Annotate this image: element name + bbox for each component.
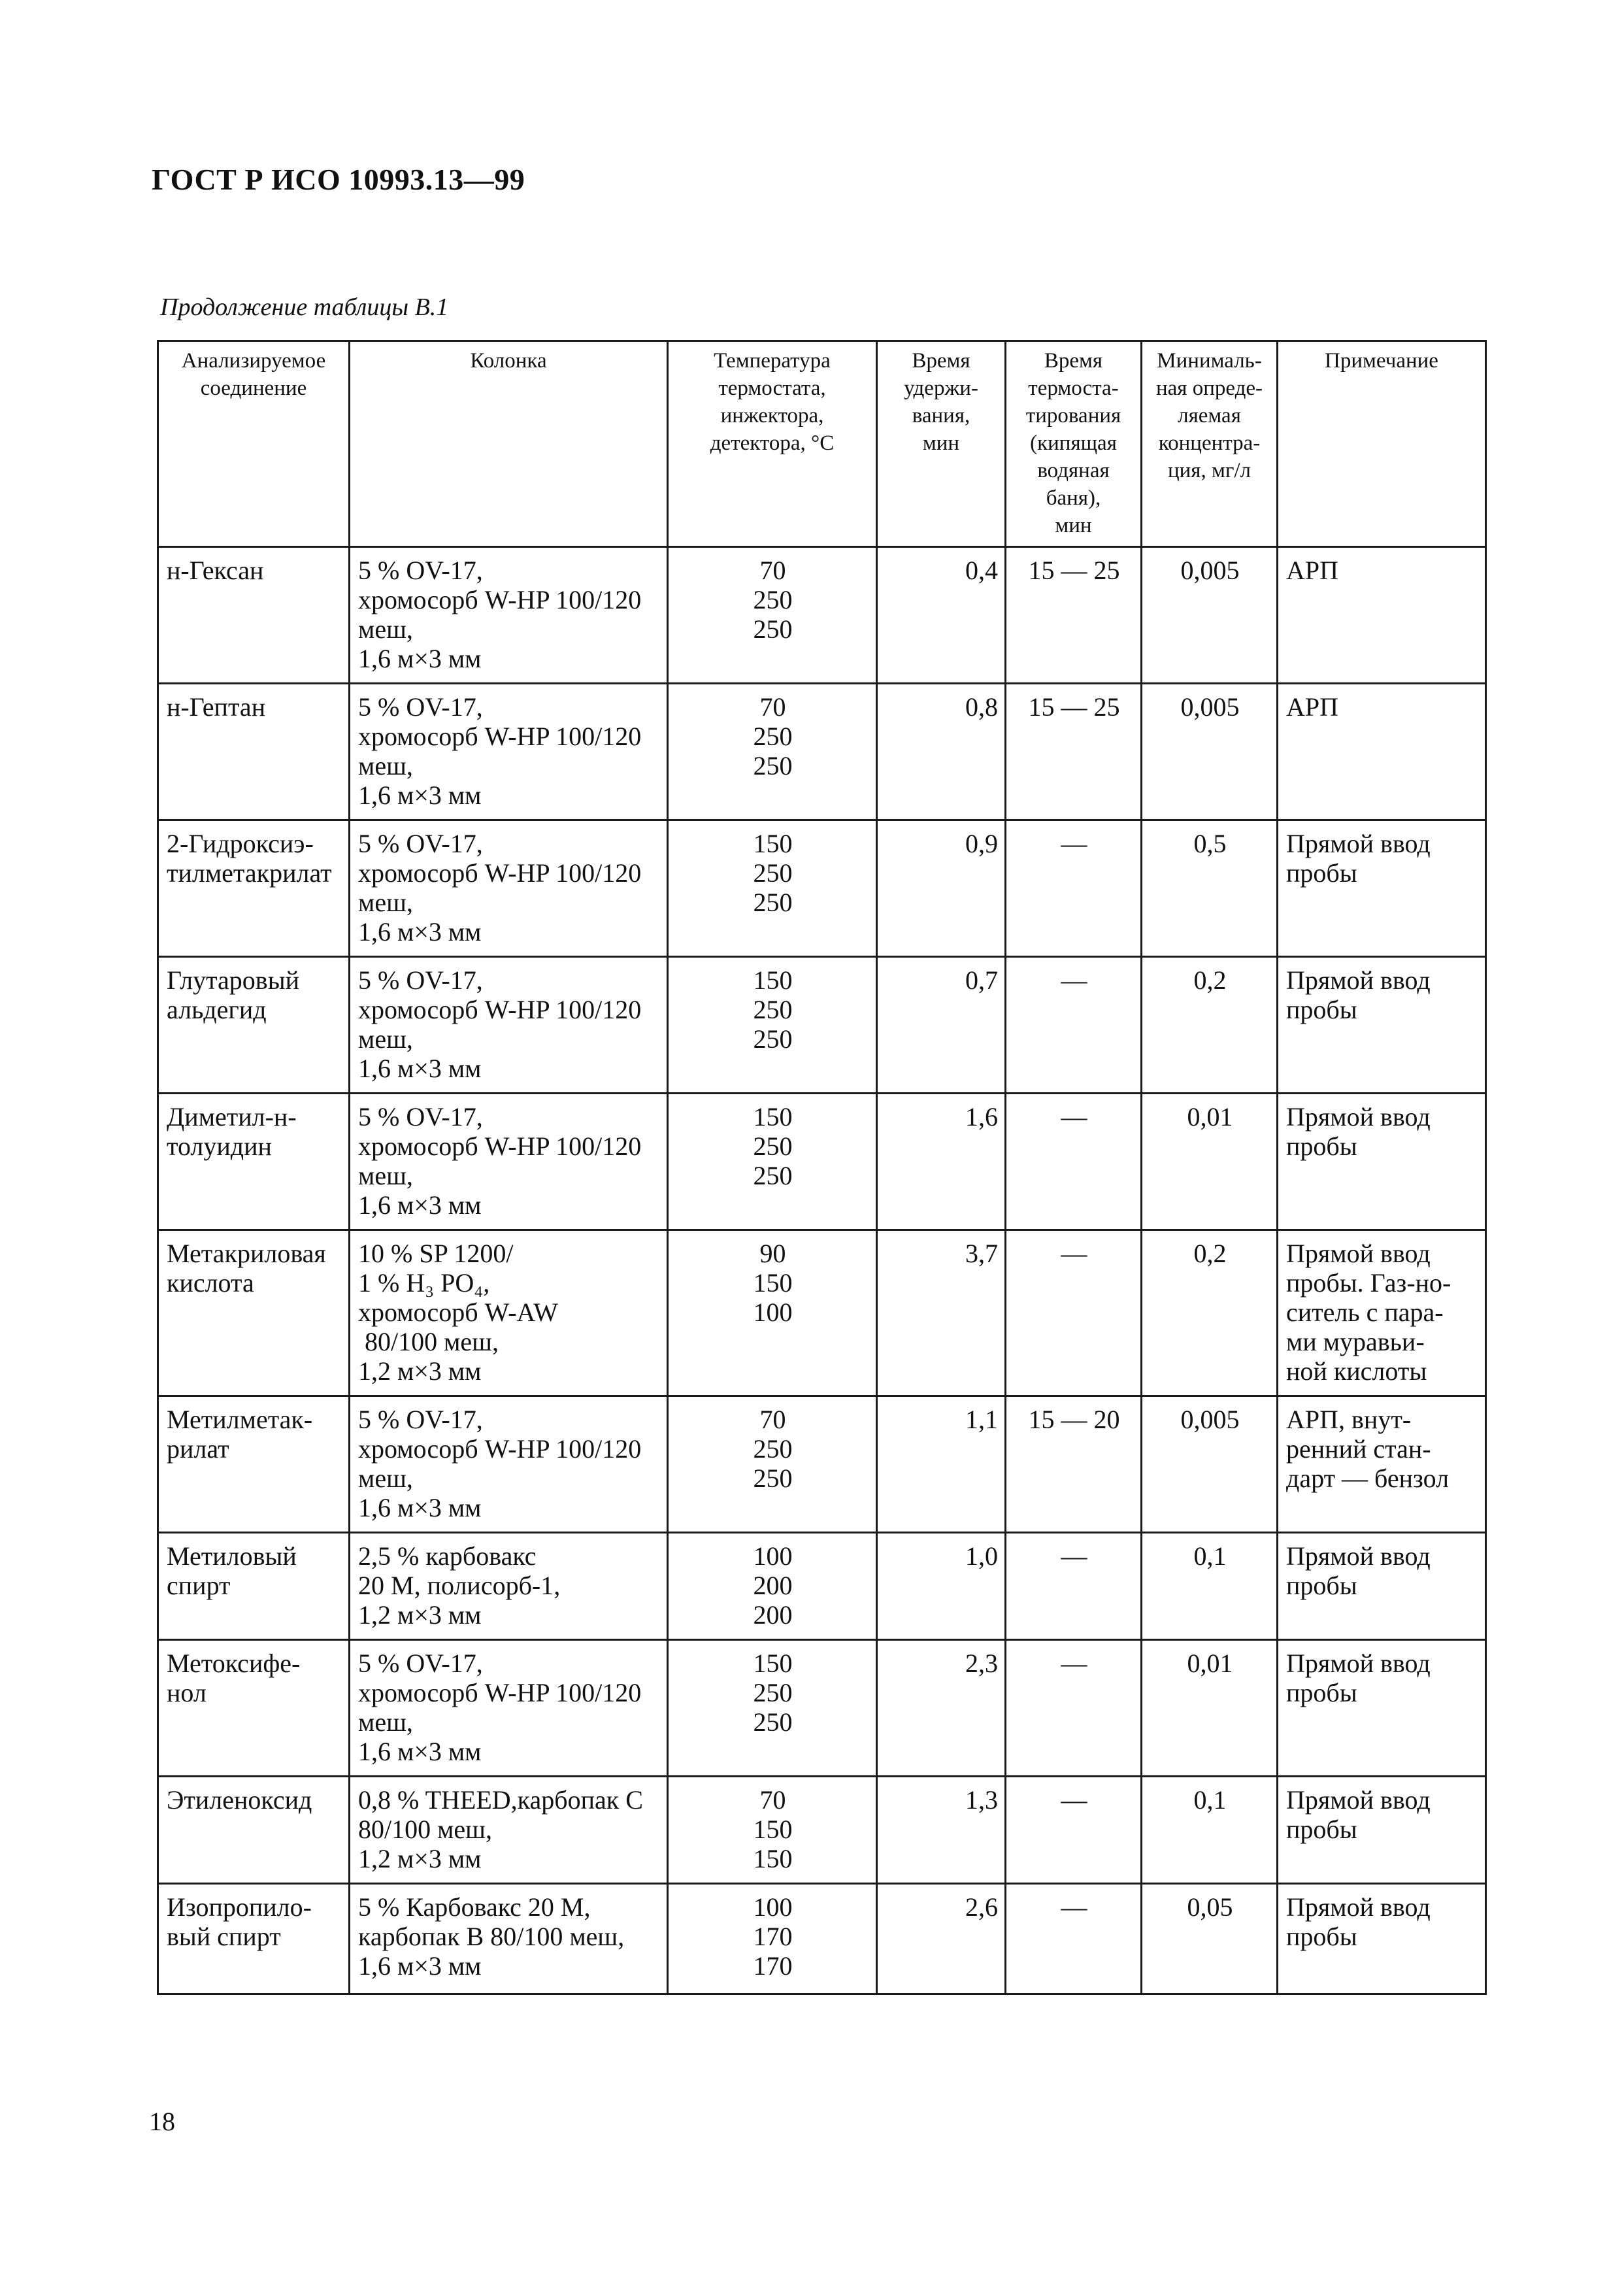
cell-line: пробы — [1286, 1815, 1357, 1844]
cell-column — [350, 1533, 668, 1640]
cell-min-concentration: 0,1 — [1142, 1533, 1278, 1640]
cell-line: пробы. Газ-но- — [1286, 1268, 1451, 1298]
cell-line: 70 — [759, 692, 786, 722]
cell-line: 150 — [753, 1844, 793, 1873]
cell-line: хромосорб W-HP 100/120 — [358, 722, 642, 751]
cell-line: тирования — [1025, 404, 1121, 427]
cell-line: Время — [1044, 349, 1103, 373]
cell-min-concentration: 0,5 — [1142, 820, 1278, 957]
cell-line: Время — [912, 349, 970, 373]
cell-line: пробы — [1286, 995, 1357, 1024]
cell-line: 250 — [753, 1131, 793, 1161]
cell-line: пробы — [1286, 1678, 1357, 1707]
cell-line: водяная — [1037, 459, 1110, 482]
cell-retention-time: 2,6 — [877, 1884, 1006, 1994]
cell-line: АРП — [1286, 556, 1339, 585]
cell-line: толуидин — [167, 1131, 272, 1161]
cell-line: 2,5 % карбовакс — [358, 1541, 537, 1571]
cell-note — [1278, 1230, 1486, 1396]
cell-line: 200 — [753, 1571, 793, 1600]
cell-line: термостата, — [718, 377, 826, 400]
cell-line: 150 — [753, 1649, 793, 1678]
cell-retention-time: 1,3 — [877, 1777, 1006, 1884]
cell-thermostat-time: — — [1006, 1533, 1142, 1640]
cell-thermostat-time: 15 — 25 — [1006, 684, 1142, 820]
cell-line: 1,2 м×3 мм — [358, 1356, 482, 1386]
cell-line: 250 — [753, 1707, 793, 1737]
cell-line: пробы — [1286, 1571, 1357, 1600]
cell-note — [1278, 820, 1486, 957]
page-number: 18 — [149, 2107, 175, 2136]
cell-line: меш, — [358, 1024, 413, 1054]
cell-line: 1,6 м×3 мм — [358, 1493, 482, 1522]
cell-retention-time: 0,8 — [877, 684, 1006, 820]
cell-note — [1278, 1777, 1486, 1884]
cell-line: 5 % OV-17, — [358, 829, 483, 858]
cell-note — [1278, 1094, 1486, 1230]
cell-line: н-Гептан — [167, 692, 266, 722]
cell-line: 200 — [753, 1600, 793, 1630]
cell-line: Метакриловая — [167, 1239, 326, 1268]
cell-line: удержи- — [904, 377, 978, 400]
cell-line: 5 % OV-17, — [358, 1102, 483, 1131]
cell-line: н-Гексан — [167, 556, 264, 585]
cell-line: хромосорб W-HP 100/120 — [358, 1131, 642, 1161]
cell-line: ляемая — [1178, 404, 1241, 427]
cell-line: ситель с пара- — [1286, 1298, 1444, 1327]
cell-line: 150 — [753, 965, 793, 995]
cell-thermostat-time: — — [1006, 1884, 1142, 1994]
cell-line: 1,6 м×3 мм — [358, 1054, 482, 1083]
cell-temperature — [668, 957, 877, 1094]
cell-line: 250 — [753, 722, 793, 751]
header-temperature — [668, 341, 877, 547]
cell-line: дарт — бензол — [1286, 1464, 1450, 1493]
cell-line: меш, — [358, 1161, 413, 1190]
cell-line: спирт — [167, 1571, 231, 1600]
cell-min-concentration: 0,005 — [1142, 1396, 1278, 1533]
cell-compound — [158, 1884, 350, 1994]
table-row — [158, 547, 1486, 684]
cell-temperature — [668, 1884, 877, 1994]
cell-line: 70 — [759, 1405, 786, 1434]
cell-line: меш, — [358, 1464, 413, 1493]
cell-column — [350, 1777, 668, 1884]
cell-line: Прямой ввод — [1286, 1102, 1431, 1131]
header-column — [350, 341, 668, 547]
cell-line: пробы — [1286, 858, 1357, 888]
cell-line: Метиловый — [167, 1541, 297, 1571]
cell-min-concentration: 0,01 — [1142, 1640, 1278, 1777]
table-row — [158, 684, 1486, 820]
cell-line: Этиленоксид — [167, 1785, 312, 1815]
cell-thermostat-time: — — [1006, 957, 1142, 1094]
cell-note — [1278, 1640, 1486, 1777]
cell-line: нол — [167, 1678, 207, 1707]
cell-compound — [158, 820, 350, 957]
cell-line: 80/100 меш, — [358, 1815, 492, 1844]
cell-line: Прямой ввод — [1286, 965, 1431, 995]
cell-line: Минималь- — [1157, 349, 1262, 373]
header-note — [1278, 341, 1486, 547]
cell-line: 5 % OV-17, — [358, 556, 483, 585]
cell-line: тилметакрилат — [167, 858, 332, 888]
cell-line: АРП — [1286, 692, 1339, 722]
cell-line: 5 % OV-17, — [358, 1405, 483, 1434]
gc-conditions-table — [157, 340, 1487, 1995]
cell-column — [350, 820, 668, 957]
cell-line: 150 — [753, 1102, 793, 1131]
cell-thermostat-time: — — [1006, 1230, 1142, 1396]
cell-line: 250 — [753, 995, 793, 1024]
cell-compound — [158, 1094, 350, 1230]
cell-line: хромосорб W-HP 100/120 — [358, 1434, 642, 1464]
cell-temperature — [668, 1230, 877, 1396]
cell-thermostat-time: — — [1006, 1640, 1142, 1777]
cell-line: Диметил-н- — [167, 1102, 297, 1131]
cell-line: термоста- — [1028, 377, 1119, 400]
cell-line: рилат — [167, 1434, 229, 1464]
table-body — [158, 547, 1486, 1994]
cell-compound — [158, 547, 350, 684]
cell-line: 2-Гидроксиэ- — [167, 829, 314, 858]
cell-line: 0,8 % THEED,карбопак С — [358, 1785, 643, 1815]
cell-line: соединение — [200, 377, 307, 400]
cell-thermostat-time: 15 — 25 — [1006, 547, 1142, 684]
cell-line: Анализируемое — [181, 349, 326, 373]
cell-line: 250 — [753, 1024, 793, 1054]
cell-line: 150 — [753, 829, 793, 858]
cell-line: 80/100 меш, — [358, 1327, 499, 1356]
cell-line: мин — [922, 431, 960, 455]
cell-line: 1,6 м×3 мм — [358, 1737, 482, 1766]
cell-line: (кипящая — [1030, 431, 1117, 455]
cell-line: Прямой ввод — [1286, 1239, 1431, 1268]
cell-line: Прямой ввод — [1286, 1649, 1431, 1678]
cell-line: 250 — [753, 1464, 793, 1493]
cell-column — [350, 957, 668, 1094]
table-row — [158, 1230, 1486, 1396]
cell-line: вый спирт — [167, 1922, 281, 1951]
cell-retention-time: 0,7 — [877, 957, 1006, 1094]
header-retention-time — [877, 341, 1006, 547]
cell-retention-time: 2,3 — [877, 1640, 1006, 1777]
cell-line: 1,6 м×3 мм — [358, 917, 482, 946]
cell-line: баня), — [1046, 486, 1101, 510]
cell-line: альдегид — [167, 995, 267, 1024]
cell-retention-time: 1,6 — [877, 1094, 1006, 1230]
cell-line: меш, — [358, 614, 413, 644]
header-min-concentration — [1142, 341, 1278, 547]
cell-compound — [158, 1533, 350, 1640]
cell-note — [1278, 547, 1486, 684]
cell-line: 100 — [753, 1892, 793, 1922]
cell-line: кислота — [167, 1268, 254, 1298]
cell-temperature — [668, 547, 877, 684]
cell-line: мин — [1055, 514, 1092, 537]
cell-line: хромосорб W-HP 100/120 — [358, 995, 642, 1024]
cell-retention-time: 0,9 — [877, 820, 1006, 957]
cell-min-concentration: 0,005 — [1142, 684, 1278, 820]
cell-line: 1,2 м×3 мм — [358, 1600, 482, 1630]
cell-min-concentration: 0,005 — [1142, 547, 1278, 684]
cell-note — [1278, 1533, 1486, 1640]
cell-line: Температура — [714, 349, 831, 373]
cell-compound — [158, 1396, 350, 1533]
cell-column — [350, 1640, 668, 1777]
cell-column — [350, 1396, 668, 1533]
cell-line: хромосорб W-HP 100/120 — [358, 585, 642, 614]
cell-line: 250 — [753, 585, 793, 614]
cell-temperature — [668, 820, 877, 957]
cell-line: 250 — [753, 858, 793, 888]
cell-line: 250 — [753, 614, 793, 644]
cell-line: хромосорб W-HP 100/120 — [358, 858, 642, 888]
cell-compound — [158, 1777, 350, 1884]
cell-line: 5 % OV-17, — [358, 692, 483, 722]
cell-line: 70 — [759, 556, 786, 585]
cell-line: 250 — [753, 751, 793, 780]
cell-line: 250 — [753, 1434, 793, 1464]
table-row — [158, 820, 1486, 957]
cell-note — [1278, 684, 1486, 820]
cell-line: хромосорб W-AW — [358, 1298, 558, 1327]
cell-line: 250 — [753, 1678, 793, 1707]
cell-line: меш, — [358, 888, 413, 917]
cell-column — [350, 1094, 668, 1230]
cell-line: Метилметак- — [167, 1405, 313, 1434]
cell-line: 70 — [759, 1785, 786, 1815]
cell-line: 1,6 м×3 мм — [358, 644, 482, 673]
cell-line: ренний стан- — [1286, 1434, 1431, 1464]
cell-line: концентра- — [1158, 431, 1261, 455]
cell-line: детектора, °С — [710, 431, 835, 455]
cell-min-concentration: 0,05 — [1142, 1884, 1278, 1994]
cell-line: Колонка — [470, 349, 547, 373]
cell-note — [1278, 1884, 1486, 1994]
cell-retention-time: 1,0 — [877, 1533, 1006, 1640]
document-title: ГОСТ Р ИСО 10993.13—99 — [152, 163, 525, 196]
cell-line: карбопак В 80/100 меш, — [358, 1922, 625, 1951]
cell-line: ми муравьи- — [1286, 1327, 1425, 1356]
cell-line: 1,6 м×3 мм — [358, 1190, 482, 1220]
cell-line: хромосорб W-HP 100/120 — [358, 1678, 642, 1707]
cell-line: 250 — [753, 1161, 793, 1190]
header-compound — [158, 341, 350, 547]
cell-column — [350, 547, 668, 684]
cell-line: 5 % Карбовакс 20 М, — [358, 1892, 591, 1922]
cell-min-concentration: 0,01 — [1142, 1094, 1278, 1230]
cell-line: 90 — [759, 1239, 786, 1268]
cell-line: 250 — [753, 888, 793, 917]
cell-line: Метоксифе- — [167, 1649, 301, 1678]
cell-min-concentration: 0,1 — [1142, 1777, 1278, 1884]
cell-line: Прямой ввод — [1286, 1892, 1431, 1922]
cell-min-concentration: 0,2 — [1142, 957, 1278, 1094]
cell-line: 1,2 м×3 мм — [358, 1844, 482, 1873]
table-row — [158, 1396, 1486, 1533]
cell-line: 5 % OV-17, — [358, 1649, 483, 1678]
cell-retention-time: 1,1 — [877, 1396, 1006, 1533]
cell-temperature — [668, 1640, 877, 1777]
cell-line: Изопропило- — [167, 1892, 312, 1922]
table-header-row — [158, 341, 1486, 547]
cell-line: меш, — [358, 1707, 413, 1737]
cell-line: ная опреде- — [1155, 377, 1263, 400]
cell-line: меш, — [358, 751, 413, 780]
cell-column — [350, 1884, 668, 1994]
cell-column — [350, 684, 668, 820]
cell-line: Глутаровый — [167, 965, 299, 995]
cell-thermostat-time: — — [1006, 1777, 1142, 1884]
table-row — [158, 1884, 1486, 1994]
cell-line: пробы — [1286, 1922, 1357, 1951]
cell-line: Прямой ввод — [1286, 1785, 1431, 1815]
cell-line: Примечание — [1325, 349, 1438, 373]
cell-line: 170 — [753, 1951, 793, 1981]
cell-min-concentration: 0,2 — [1142, 1230, 1278, 1396]
table-row — [158, 1094, 1486, 1230]
cell-retention-time: 0,4 — [877, 547, 1006, 684]
cell-line: 10 % SP 1200/ — [358, 1239, 514, 1268]
cell-compound — [158, 1230, 350, 1396]
table-row — [158, 1640, 1486, 1777]
cell-line: инжектора, — [720, 404, 824, 427]
cell-line: 1,6 м×3 мм — [358, 780, 482, 810]
cell-line: 100 — [753, 1298, 793, 1327]
cell-line: пробы — [1286, 1131, 1357, 1161]
cell-line: Прямой ввод — [1286, 829, 1431, 858]
cell-temperature — [668, 684, 877, 820]
header-thermostat-time — [1006, 341, 1142, 547]
cell-column — [350, 1230, 668, 1396]
cell-line: 100 — [753, 1541, 793, 1571]
cell-line: ция, мг/л — [1167, 459, 1251, 482]
cell-temperature — [668, 1396, 877, 1533]
cell-line: 150 — [753, 1268, 793, 1298]
cell-line: 5 % OV-17, — [358, 965, 483, 995]
cell-line: 20 М, полисорб-1, — [358, 1571, 561, 1600]
cell-thermostat-time: 15 — 20 — [1006, 1396, 1142, 1533]
cell-thermostat-time: — — [1006, 1094, 1142, 1230]
cell-temperature — [668, 1094, 877, 1230]
cell-line: АРП, внут- — [1286, 1405, 1412, 1434]
cell-compound — [158, 684, 350, 820]
cell-line: 1 % H₃ PO₄, — [358, 1268, 490, 1298]
cell-temperature — [668, 1533, 877, 1640]
cell-thermostat-time: — — [1006, 820, 1142, 957]
cell-compound — [158, 957, 350, 1094]
cell-note — [1278, 957, 1486, 1094]
cell-line: вания, — [912, 404, 970, 427]
cell-line: 170 — [753, 1922, 793, 1951]
table-caption: Продолжение таблицы В.1 — [160, 293, 449, 321]
cell-temperature — [668, 1777, 877, 1884]
cell-line: 1,6 м×3 мм — [358, 1951, 482, 1981]
table-row — [158, 1777, 1486, 1884]
table-row — [158, 1533, 1486, 1640]
cell-compound — [158, 1640, 350, 1777]
table-row — [158, 957, 1486, 1094]
cell-retention-time: 3,7 — [877, 1230, 1006, 1396]
cell-line: 150 — [753, 1815, 793, 1844]
cell-line: Прямой ввод — [1286, 1541, 1431, 1571]
cell-line: ной кислоты — [1286, 1356, 1427, 1386]
cell-note — [1278, 1396, 1486, 1533]
